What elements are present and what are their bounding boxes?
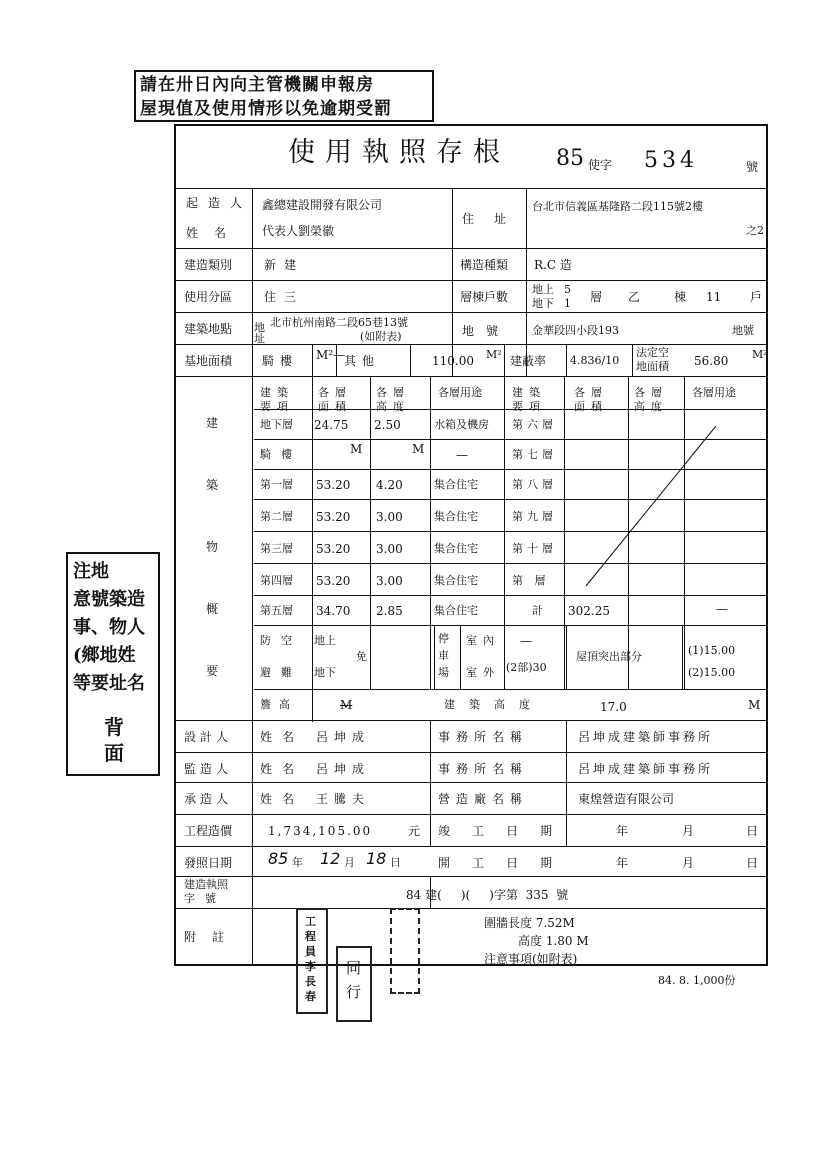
lot-value: 金華段四小段193	[532, 324, 619, 337]
height-value: 17.0	[600, 700, 627, 714]
parking-label: 停車場	[438, 632, 449, 679]
floor-area: 53.20	[316, 478, 351, 492]
height-label: 建築高度	[444, 698, 544, 711]
parking-out-value: (2部)30	[506, 661, 547, 674]
floor-name-right: 第十層	[512, 542, 557, 555]
site-note: (如附表)	[360, 330, 402, 343]
type-label: 建造類別	[184, 258, 233, 272]
title-year: 85	[556, 146, 584, 171]
build-vlabel-3: 物	[206, 540, 219, 554]
floor-area: 53.20	[316, 574, 351, 588]
hdr-use-right: 各層用途	[692, 386, 736, 399]
floor-name-right: 第六層	[512, 418, 557, 431]
owner-address: 台北市信義區基隆路二段115號2樓	[532, 200, 703, 213]
floor-use: —	[456, 448, 468, 462]
owner-address-2: 之2	[746, 224, 764, 237]
owner-rep: 代表人劉榮徽	[262, 224, 335, 238]
floor-use: 集合住宅	[434, 542, 478, 555]
parking-out-label: 室外	[466, 666, 500, 679]
coverage-value: 4.836/10	[570, 354, 620, 367]
issue-month: 12	[320, 849, 341, 868]
floor-name: 地下層	[260, 418, 293, 431]
approval-stamp	[296, 908, 328, 1014]
floor-height: 2.50	[374, 418, 401, 432]
household-count: 11	[706, 290, 722, 304]
cost-unit: 元	[408, 824, 421, 838]
type-value: 新建	[264, 258, 305, 272]
owner-name: 鑫總建設開發有限公司	[262, 198, 383, 212]
roof-value-2: (2)15.00	[688, 666, 736, 679]
hdr-height-right: 各層高度	[634, 386, 668, 413]
open-space-label-2: 地面積	[636, 360, 669, 373]
above-label: 地上	[532, 283, 554, 296]
zone-label: 使用分區	[184, 290, 233, 304]
print-info: 84. 8. 1,000份	[658, 974, 736, 987]
floor-height: 2.85	[376, 604, 403, 618]
floors-below: 1	[564, 297, 571, 310]
form-title: 使用執照存根	[288, 137, 510, 168]
floor-use: 集合住宅	[434, 604, 478, 617]
hdr-item: 建築要項	[260, 386, 294, 413]
floor-height: 3.00	[376, 510, 403, 524]
approval-stamp-text: 工程員李長春	[305, 915, 316, 1003]
issue-month-unit: 月	[344, 856, 355, 869]
household-unit: 戶	[750, 290, 763, 304]
zone-value: 住三	[264, 290, 305, 304]
contractor-office: 東煌營造有限公司	[578, 792, 675, 806]
permit-label-2: 字號	[184, 892, 226, 905]
contractor-label: 承造人	[184, 792, 233, 806]
contractor-name: 王騰夫	[316, 792, 371, 806]
remarks-line-2: 高度 1.80 M	[518, 934, 589, 948]
build-vlabel-5: 要	[206, 664, 219, 678]
floor-height: 3.00	[376, 542, 403, 556]
shelter-label-2: 避難	[260, 666, 302, 679]
side-line: 意號築造	[73, 589, 145, 610]
issue-year: 85	[268, 849, 289, 868]
supervisor-name: 呂坤成	[316, 762, 371, 776]
other-unit: M²	[486, 348, 502, 361]
lot-unit: 地號	[732, 324, 754, 337]
remarks-line-1: 圍牆長度 7.52M	[484, 916, 575, 930]
parking-in-label: 室內	[466, 634, 500, 647]
completion-label: 竣工日期	[438, 824, 575, 838]
seal-stamp	[336, 946, 372, 1022]
floor-area: 34.70	[316, 604, 351, 618]
build-vlabel-4: 概	[206, 602, 219, 616]
arcade-value: M²—	[316, 348, 346, 362]
structure-label: 構造種類	[460, 258, 509, 272]
contractor-office-label: 營造廠名稱	[438, 792, 529, 806]
lot-label: 地號	[462, 324, 511, 338]
start-month: 月	[682, 856, 695, 870]
open-space-unit: M²	[752, 348, 768, 361]
roof-label: 屋頂突出部分	[576, 650, 642, 663]
other-value: 110.00	[432, 354, 474, 368]
hdr-area: 各層面積	[318, 386, 352, 413]
floor-name-right: 第 層	[512, 574, 550, 587]
floor-height: 4.20	[376, 478, 403, 492]
side-line: (鄉地姓	[73, 645, 136, 666]
floor-use: 集合住宅	[434, 478, 478, 491]
shelter-exempt: 免	[356, 650, 367, 663]
floor-name-right: 第七層	[512, 448, 557, 461]
designer-label: 設計人	[184, 730, 233, 744]
coverage-label: 建蔽率	[510, 354, 547, 368]
floor-use: 水箱及機房	[434, 418, 489, 431]
shelter-up: 地上	[314, 634, 336, 647]
start-year: 年	[616, 856, 629, 870]
supervisor-label: 監造人	[184, 762, 233, 776]
owner-name-label: 姓名	[186, 226, 243, 240]
floor-height: 3.00	[376, 574, 403, 588]
designer-name: 呂坤成	[316, 730, 371, 744]
completion-month: 月	[682, 824, 695, 838]
floor-unit: 層	[590, 290, 603, 304]
arcade-label: 騎樓	[262, 354, 299, 368]
owner-label: 起造人	[186, 196, 253, 210]
building-unit: 棟	[674, 290, 687, 304]
supervisor-office: 呂坤成建築師事務所	[578, 762, 714, 776]
floor-area: 24.75	[314, 418, 349, 432]
build-vlabel-1: 建	[206, 416, 219, 430]
building-count: 乙	[628, 290, 641, 304]
contractor-name-label: 姓名	[260, 792, 305, 806]
site-address: 北市杭州南路二段65巷13號	[270, 316, 408, 329]
floor-name: 第四層	[260, 574, 293, 587]
side-line: 事、物人	[73, 617, 145, 638]
floor-name: 第五層	[260, 604, 293, 617]
build-vlabel-2: 築	[206, 478, 219, 492]
side-note-box	[66, 552, 160, 776]
completion-year: 年	[616, 824, 629, 838]
floor-area: 53.20	[316, 542, 351, 556]
units-label: 層棟戶數	[460, 290, 509, 304]
open-space-value: 56.80	[694, 354, 729, 368]
side-back-label: 背面	[104, 715, 124, 765]
side-line: 等要址名	[73, 673, 145, 694]
floor-name: 騎樓	[260, 448, 302, 461]
floor-height-unit: M	[412, 442, 425, 456]
designer-office: 呂坤成建築師事務所	[578, 730, 714, 744]
notice-line-2: 屋現值及使用情形以免逾期受罰	[140, 99, 392, 119]
total-area: 302.25	[568, 604, 610, 618]
shelter-label-1: 防空	[260, 634, 302, 647]
hdr-area-right: 各層面積	[574, 386, 608, 413]
floor-area-unit: M	[350, 442, 363, 456]
issue-year-unit: 年	[292, 856, 303, 869]
total-dash: —	[716, 602, 728, 616]
other-label: 其他	[344, 354, 381, 368]
crossout-mark	[576, 416, 726, 596]
title-hao: 號	[746, 160, 759, 174]
eave-label: 簷高	[260, 698, 298, 711]
start-day: 日	[746, 856, 759, 870]
designer-office-label: 事務所名稱	[438, 730, 529, 744]
hdr-height: 各層高度	[376, 386, 410, 413]
below-label: 地下	[532, 297, 554, 310]
remarks-label: 附註	[184, 930, 241, 944]
floor-name-right: 第九層	[512, 510, 557, 523]
seal-stamp-text: 同行	[346, 959, 362, 1001]
issue-label: 發照日期	[184, 856, 233, 870]
permit-number: 84 建( )( )字第 335 號	[406, 888, 569, 902]
parking-in-value: —	[520, 634, 532, 648]
notice-line-1: 請在卅日內向主管機關申報房	[140, 75, 374, 95]
open-space-label-1: 法定空	[636, 346, 669, 359]
remarks-line-3: 注意事項(如附表)	[484, 952, 578, 966]
cost-value: 1,734,105.00	[268, 824, 373, 838]
floor-use: 集合住宅	[434, 574, 478, 587]
designer-name-label: 姓名	[260, 730, 305, 744]
issue-day: 18	[366, 849, 387, 868]
supervisor-name-label: 姓名	[260, 762, 305, 776]
permit-form	[174, 124, 768, 966]
site-label: 建築地點	[184, 322, 233, 336]
issue-day-unit: 日	[390, 856, 401, 869]
title-zi: 使字	[588, 158, 613, 172]
completion-day: 日	[746, 824, 759, 838]
floor-area: 53.20	[316, 510, 351, 524]
floors-above: 5	[564, 283, 571, 296]
owner-address-label: 住址	[462, 212, 527, 226]
roof-value-1: (1)15.00	[688, 644, 736, 657]
structure-value: R.C 造	[534, 258, 572, 272]
notice-box	[134, 70, 434, 122]
hdr-item-right: 建築要項	[512, 386, 546, 413]
eave-value: M	[340, 698, 353, 712]
floor-use: 集合住宅	[434, 510, 478, 523]
site-side-label: 地址	[254, 321, 265, 345]
supervisor-office-label: 事務所名稱	[438, 762, 529, 776]
title-number: 534	[644, 148, 698, 173]
floor-name-right: 計	[532, 604, 543, 617]
floor-name: 第一層	[260, 478, 293, 491]
shelter-down: 地下	[314, 666, 336, 679]
side-line: 注地	[73, 561, 109, 582]
area-label: 基地面積	[184, 354, 233, 368]
height-unit: M	[748, 698, 761, 712]
stamp-box	[390, 908, 420, 994]
cost-label: 工程造價	[184, 824, 233, 838]
permit-label-1: 建造執照	[184, 878, 228, 891]
floor-name-right: 第八層	[512, 478, 557, 491]
floor-name: 第三層	[260, 542, 293, 555]
hdr-use: 各層用途	[438, 386, 482, 399]
floor-name: 第二層	[260, 510, 293, 523]
start-label: 開工日期	[438, 856, 575, 870]
